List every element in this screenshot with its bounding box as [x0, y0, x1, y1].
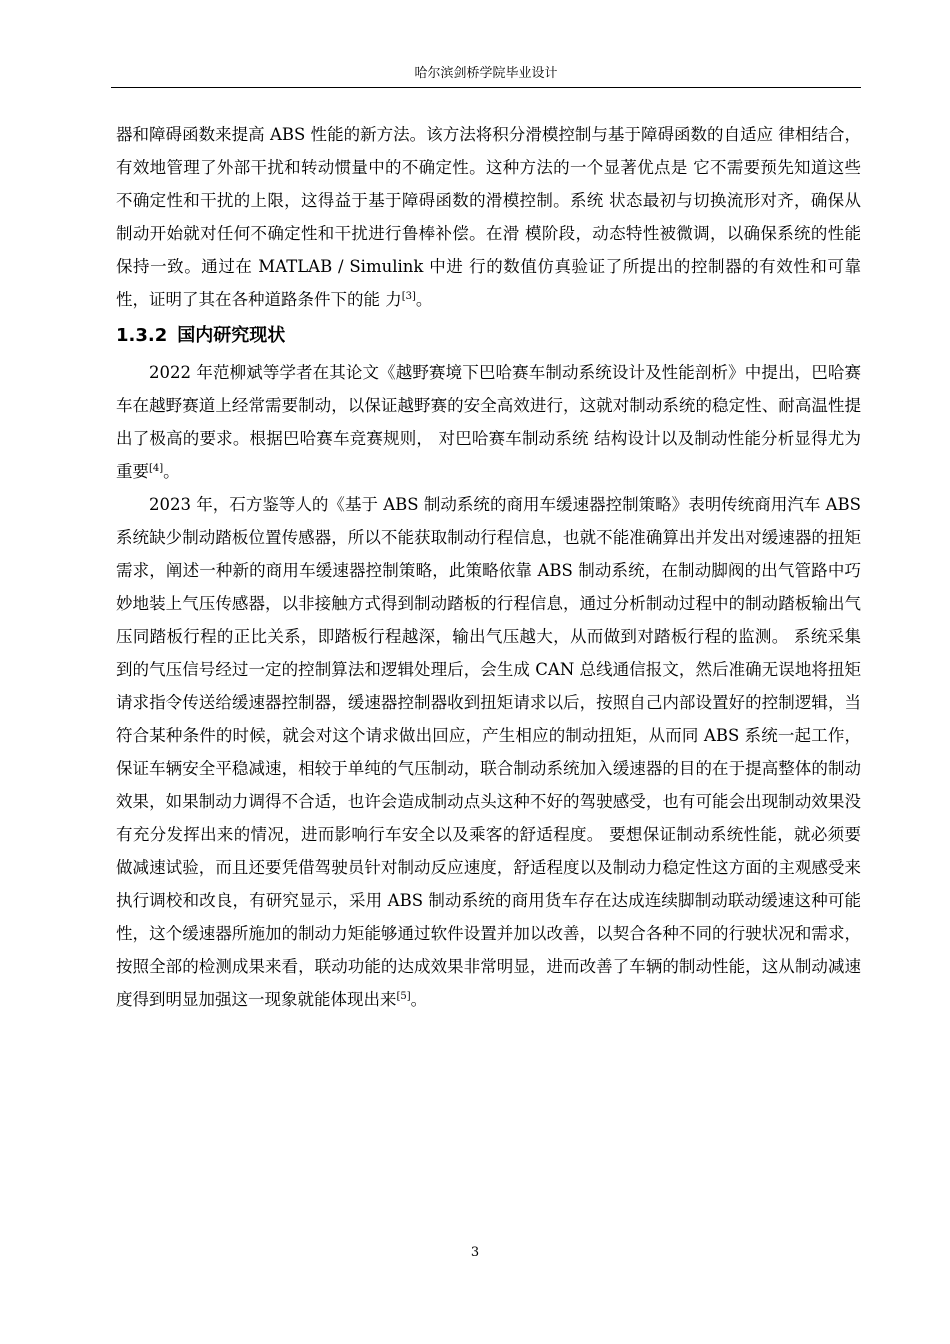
paragraph-1-text: 器和障碍函数来提高 ABS 性能的新方法。该方法将积分滑模控制与基于障碍函数的自适应 律相结合，有效地管理了外部干扰和转动惯量中的不确定性。这种方法的一个显著优点是 它不需要预先知道这些不确定性和干扰的上限，这得益于基于障碍函数的滑模控制。系统 状态最初与切换流形对齐，确保从制动开始就对任何不确定性和干扰进行鲁棒补偿。在滑 模阶段，动态特性被微调，以确保系统的性能保持一致。通过在 MATLAB / Simulink 中进 行的数值仿真验证了所提出的控制器的有效性和可靠性，证明了其在各种道路条件下的能 力 [116, 125, 861, 309]
paragraph-2-end: 。 [163, 462, 180, 481]
section-heading [116, 324, 861, 348]
section-title: 国内研究现状 [177, 325, 286, 346]
paragraph-2-text: 2022 年范柳斌等学者在其论文《越野赛境下巴哈赛车制动系统设计及性能剖析》中提出，巴哈赛车在越野赛道上经常需要制动，以保证越野赛的安全高效进行，这就对制动系统的稳定性、耐高温性提出了极高的要求。根据巴哈赛车竞赛规则， 对巴哈赛车制动系统 结构设计以及制动性能分析显得尤为重要 [116, 363, 861, 481]
paragraph-2 [116, 356, 861, 488]
citation-4[interactable]: [4] [149, 463, 164, 474]
citation-3[interactable]: [3] [401, 291, 416, 302]
paragraph-3-end: 。 [410, 990, 428, 1009]
section-number: 1.3.2 [116, 325, 168, 346]
paragraph-1 [116, 118, 861, 316]
page-header: 哈尔滨剑桥学院毕业设计 [414, 66, 558, 81]
page-number: 3 [470, 1245, 480, 1260]
paragraph-3-text: 2023 年，石方鉴等人的《基于 ABS 制动系统的商用车缓速器控制策略》表明传统商用汽车 ABS 系统缺少制动踏板位置传感器，所以不能获取制动行程信息，也就不能准确算出并发出对缓速器的扭矩需求，阐述一种新的商用车缓速器控制策略，此策略依靠 ABS 制动系统，在制动脚阀的出气管路中巧妙地装上气压传感器，以非接触方式得到制动踏板的行程信息，通过分析制动过程中的制动踏板输出气压同踏板行程的正比关系，即踏板行程越深，输出气压越大，从而做到对踏板行程的监测。 系统采集到的气压信号经过一定的控制算法和逻辑处理后，会生成 CAN 总线通信报文，然后准确无误地将扭矩请求指令传送给缓速器控制器，缓速器控制器收到扭矩请求以后，按照自己内部设置好的控制逻辑，当符合某种条件的时候，就会对这个请求做出回应，产生相应的制动扭矩，从而同 ABS 系统一起工作，保证车辆安全平稳减速，相较于单纯的气压制动，联合制动系统加入缓速器的目的在于提高整体的制动效果，如果制动力调得不合适，也许会造成制动点头这种不好的驾驶感受，也有可能会出现制动效果没有充分发挥出来的情况，进而影响行车安全以及乘客的舒适程度。 要想保证制动系统性能，就必须要做减速试验，而且还要凭借驾驶员针对制动反应速度，舒适程度以及制动力稳定性这方面的主观感受来执行调校和改良，有研究显示，采用 ABS 制动系统的商用货车存在达成连续脚制动联动缓速这种可能性，这个缓速器所施加的制动力矩能够通过软件设置并加以改善，以契合各种不同的行驶状况和需求，按照全部的检测成果来看，联动功能的达成效果非常明显，进而改善了车辆的制动性能，这从制动减速度得到明显加强这一现象就能体现出来 [116, 495, 861, 1009]
paragraph-3 [116, 488, 861, 1016]
citation-5[interactable]: [5] [396, 991, 411, 1002]
header-rule [111, 87, 861, 88]
document-body [116, 118, 861, 1016]
paragraph-1-end: 。 [415, 290, 433, 309]
